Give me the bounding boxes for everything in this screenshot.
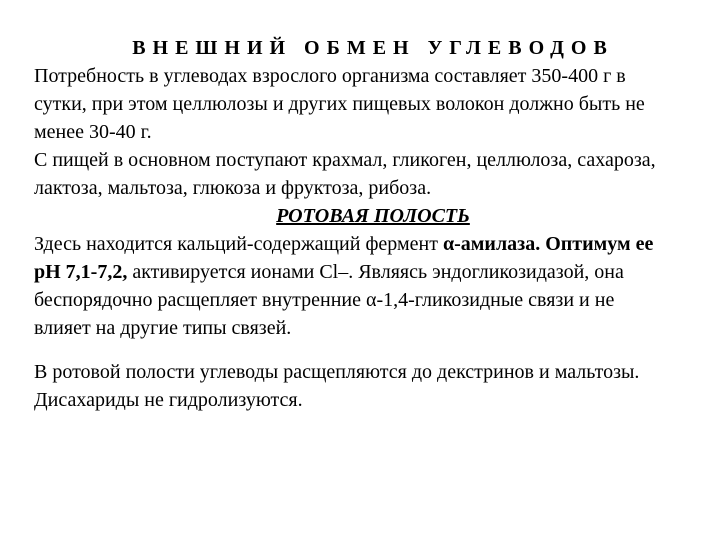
oral-text-1: Здесь находится кальций-содержащий фермент [34,233,443,255]
paragraph-spacer [34,342,672,358]
section-heading: РОТОВАЯ ПОЛОСТЬ [276,205,470,227]
final-paragraph: В ротовой полости углеводы расщепляются до декстринов и мальтозы. Дисахариды не гидролизуются. [34,361,640,411]
oral-cavity-paragraph [34,230,672,342]
oral-enzyme-bold: α-амилаза. Оптимум ее рН 7,1-7,2, [34,233,654,283]
oral-text-2: активируется ионами Cl–. Являясь эндогликозидазой, она беспорядочно расщепляет внутренние α-1,4-гликозидные связи и не влияет на другие типы связей. [34,261,624,339]
intro-paragraph-2: С пищей в основном поступают крахмал, гликоген, целлюлоза, сахароза, лактоза, мальтоза, глюкоза и фруктоза, рибоза. [34,149,656,199]
slide-title: ВНЕШНИЙ ОБМЕН УГЛЕВОДОВ [132,37,614,59]
intro-paragraph-1: Потребность в углеводах взрослого организма составляет 350-400 г в сутки, при этом целлюлозы и других пищевых волокон должно быть не менее 30-40 г. [34,65,645,143]
